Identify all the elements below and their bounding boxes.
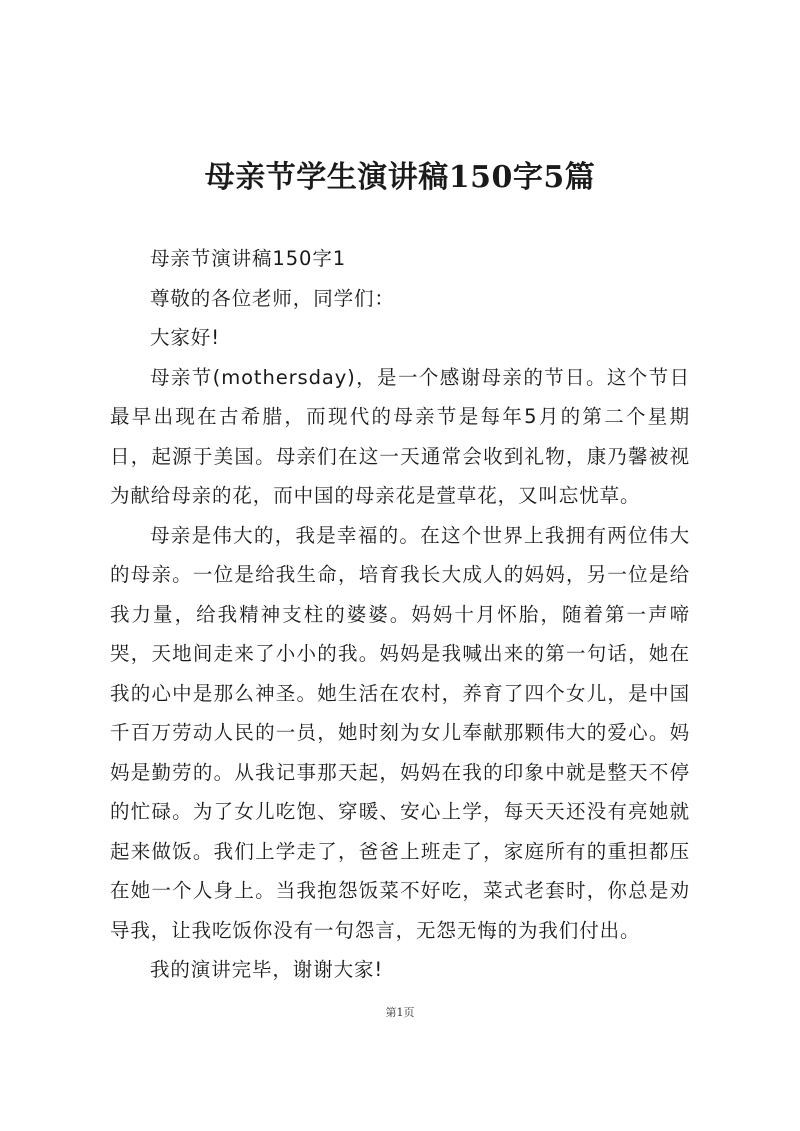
document-body [110, 239, 690, 990]
paragraph-closing: 我的演讲完毕，谢谢大家! [150, 958, 384, 981]
paragraph-main: 母亲是伟大的，我是幸福的。在这个世界上我拥有两位伟大的母亲。一位是给我生命，培育我长大成人的妈妈，另一位是给我力量，给我精神支柱的婆婆。妈妈十月怀胎，随着第一声啼哭，天地间走来了小小的我。妈妈是我喊出来的第一句话，她在我的心中是那么神圣。她生活在农村，养育了四个女儿，是中国千百万劳动人民的一员，她时刻为女儿奉献那颗伟大的爱心。妈妈是勤劳的。从我记事那天起，妈妈在我的印象中就是整天不停的忙碌。为了女儿吃饱、穿暖、安心上学，每天天还没有亮她就起来做饭。我们上学走了，爸爸上班走了，家庭所有的重担都压在她一个人身上。当我抱怨饭菜不好吃，菜式老套时，你总是劝导我，让我吃饭你没有一句怨言，无怨无悔的为我们付出。 [110, 523, 690, 942]
paragraph-greeting: 尊敬的各位老师，同学们： [150, 286, 395, 310]
paragraph-heading: 母亲节演讲稿150字1 [150, 247, 347, 270]
paragraph-hello: 大家好! [150, 326, 220, 349]
document-title: 母亲节学生演讲稿150字5篇 [204, 160, 596, 195]
page-number: 第1页 [385, 1006, 415, 1019]
paragraph-intro: 母亲节(mothersday)，是一个感谢母亲的节日。这个节日最早出现在古希腊，而现代的母亲节是每年5月的第二个星期日，起源于美国。母亲们在这一天通常会收到礼物，康乃馨被视为献给母亲的花，而中国的母亲花是萱草花，又叫忘忧草。 [110, 365, 690, 507]
